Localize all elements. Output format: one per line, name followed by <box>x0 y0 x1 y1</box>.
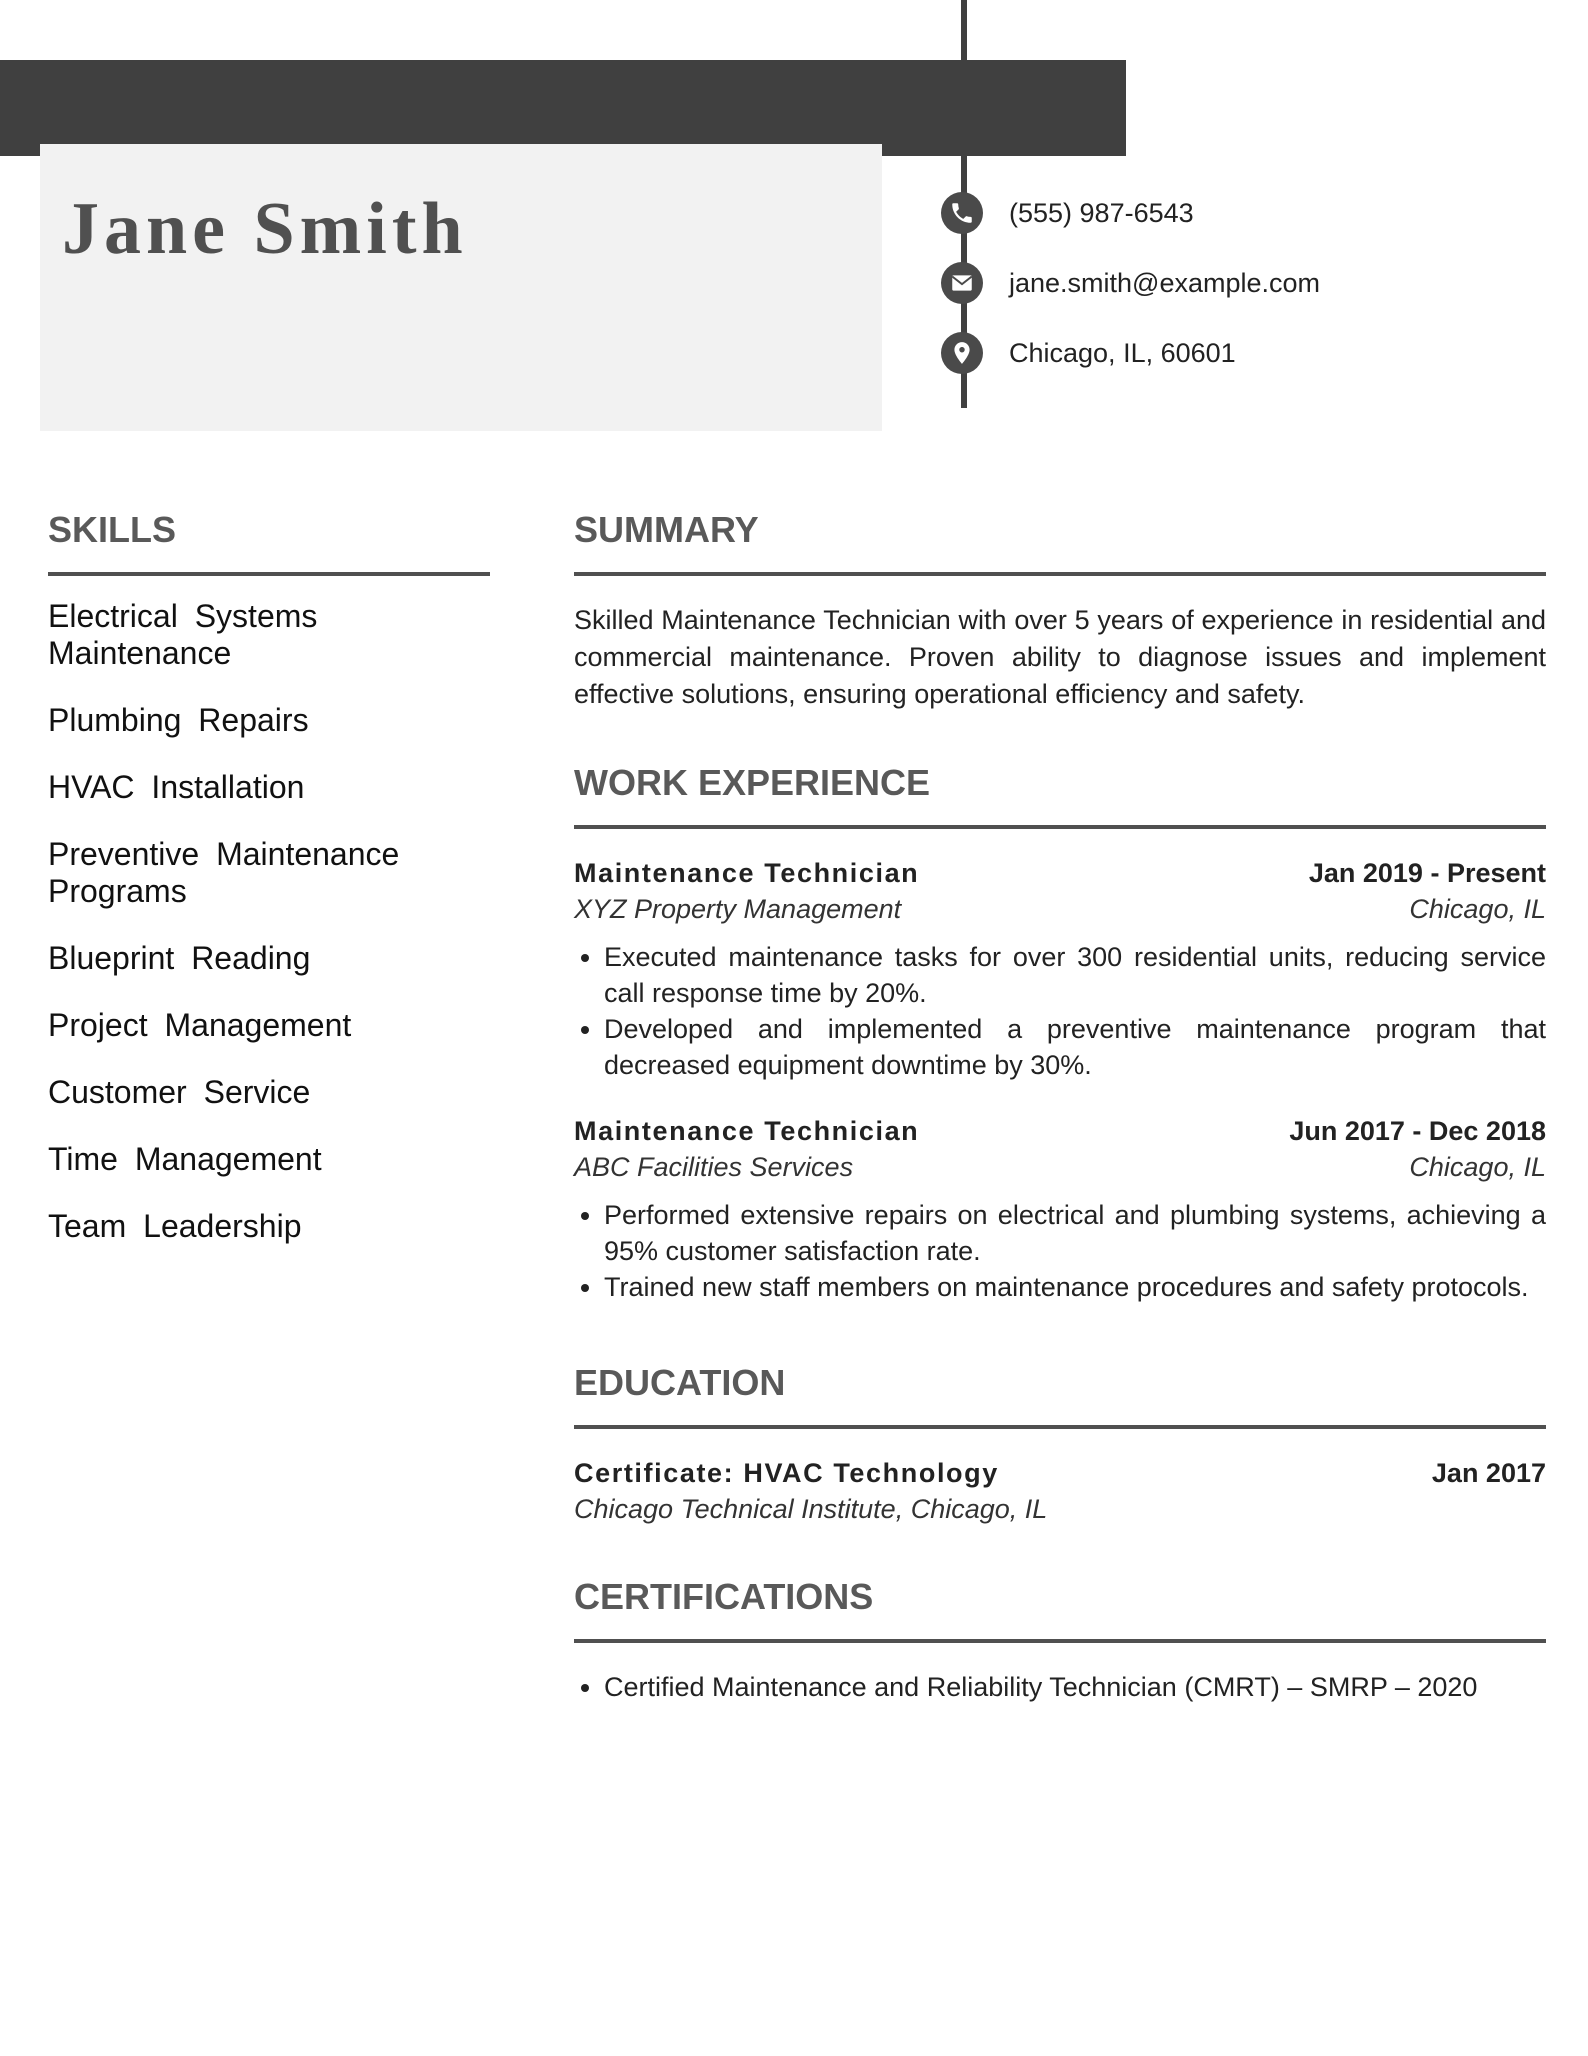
job-header <box>574 1113 1546 1149</box>
certification-item: • Certified Maintenance and Reliability Technician (CMRT) – SMRP – 2020 <box>604 1669 1546 1705</box>
job-bullet: • Trained new staff members on maintenance procedures and safety protocols. <box>604 1269 1546 1305</box>
summary-heading: SUMMARY <box>574 512 1546 576</box>
skills-list <box>48 598 490 1245</box>
location-icon <box>941 332 983 374</box>
job-entry <box>574 855 1546 1083</box>
job-bullet: • Performed extensive repairs on electrical and plumbing systems, achieving a 95% customer satisfaction rate. <box>604 1197 1546 1269</box>
header-bar <box>0 60 1126 156</box>
certifications-section <box>574 1576 1546 1705</box>
summary-section <box>574 509 1546 713</box>
location-text: Chicago, IL, 60601 <box>1009 337 1236 368</box>
skill-item: Preventive Maintenance Programs <box>48 836 400 909</box>
certifications-list <box>574 1669 1546 1705</box>
job-title: Maintenance Technician <box>574 1116 920 1146</box>
contact-phone <box>941 178 1320 248</box>
experience-heading: WORK EXPERIENCE <box>574 765 1546 829</box>
job-header <box>574 855 1546 891</box>
degree-title: Certificate: HVAC Technology <box>574 1458 999 1488</box>
phone-icon <box>941 192 983 234</box>
education-header <box>574 1455 1546 1491</box>
job-bullets <box>574 939 1546 1083</box>
skill-item: HVAC Installation <box>48 769 305 805</box>
job-location: Chicago, IL <box>1409 1152 1546 1182</box>
contact-location <box>941 318 1320 388</box>
skill-item: Time Management <box>48 1141 322 1177</box>
contact-list <box>941 178 1320 388</box>
job-company: ABC Facilities Services <box>574 1152 854 1182</box>
email-icon <box>941 262 983 304</box>
skill-item: Electrical Systems Maintenance <box>48 598 318 671</box>
job-subheader <box>574 1149 1546 1185</box>
certifications-heading: CERTIFICATIONS <box>574 1579 1546 1643</box>
skill-item: Customer Service <box>48 1074 311 1110</box>
job-subheader <box>574 891 1546 927</box>
skill-item: Project Management <box>48 1007 352 1043</box>
job-bullet: • Executed maintenance tasks for over 300 residential units, reducing service call response time by 20%. <box>604 939 1546 1011</box>
education-entry <box>574 1455 1546 1527</box>
skill-item: Blueprint Reading <box>48 940 311 976</box>
education-section <box>574 1362 1546 1527</box>
job-location: Chicago, IL <box>1409 894 1546 924</box>
experience-section <box>574 762 1546 1305</box>
education-heading: EDUCATION <box>574 1365 1546 1429</box>
job-dates: Jun 2017 - Dec 2018 <box>1289 1116 1546 1146</box>
candidate-name: Jane Smith <box>62 188 468 270</box>
job-entry <box>574 1113 1546 1305</box>
email-text[interactable]: jane.smith@example.com <box>1009 267 1321 298</box>
main-column <box>574 509 1546 1705</box>
skill-item: Team Leadership <box>48 1208 302 1244</box>
school-name: Chicago Technical Institute, Chicago, IL <box>574 1494 1048 1524</box>
job-title: Maintenance Technician <box>574 858 920 888</box>
job-bullet: • Developed and implemented a preventive maintenance program that decreased equipment downtime by 30%. <box>604 1011 1546 1083</box>
phone-text[interactable]: (555) 987-6543 <box>1009 197 1194 228</box>
summary-text: Skilled Maintenance Technician with over 5 years of experience in residential and commercial maintenance. Proven ability to diagnose issues and implement effective solutions, ensuring operational efficiency and safety. <box>574 605 1546 709</box>
skills-heading: SKILLS <box>48 512 490 576</box>
contact-email <box>941 248 1320 318</box>
education-date: Jan 2017 <box>1431 1458 1546 1488</box>
job-dates: Jan 2019 - Present <box>1308 858 1546 888</box>
skill-item: Plumbing Repairs <box>48 702 309 738</box>
skills-column <box>48 509 490 1275</box>
job-bullets <box>574 1197 1546 1305</box>
job-company: XYZ Property Management <box>574 894 902 924</box>
